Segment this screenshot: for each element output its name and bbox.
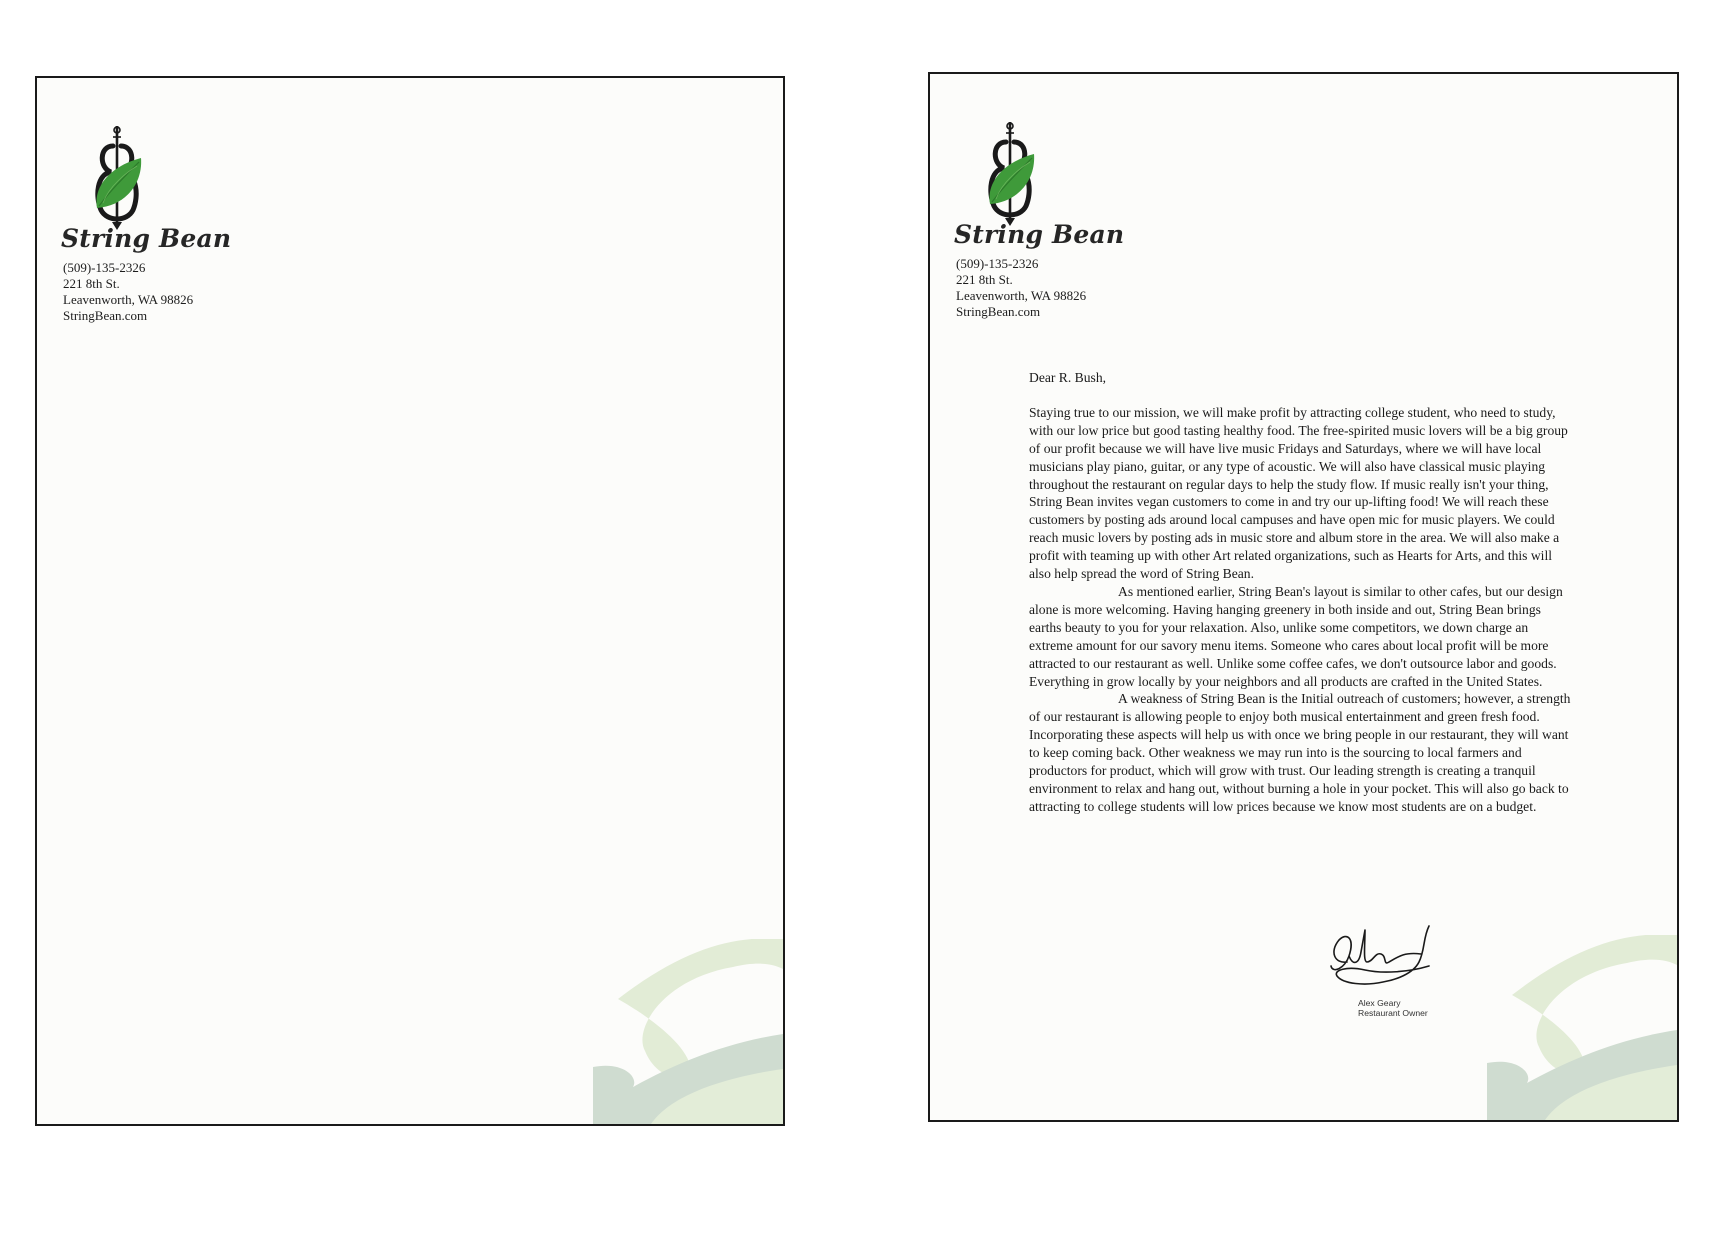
letter-body: [1029, 369, 1575, 816]
cello-leaf-logo-icon: [982, 122, 1038, 226]
cello-leaf-logo-icon: [89, 126, 145, 230]
signer-name: Alex Geary: [1358, 998, 1401, 1008]
letter-paragraph: A weakness of String Bean is the Initial outreach of customers; however, a strength of our restaurant is allowing people to enjoy both musical entertainment and green fresh food. Incorporating these aspects will help us with once we bring people in our restaurant, they will want to keep coming back. Other weakness we may run into is the sourcing to local farmers and productors for product, which will grow with trust. Our leading strength is creating a tranquil environment to relax and hang out, without burning a hole in your pocket. This will also go back to attracting to college students will low prices because we know most students are on a budget.: [1029, 691, 1571, 814]
phone-text: (509)-135-2326: [956, 256, 1039, 271]
brand-wordmark: String Bean: [954, 220, 1125, 249]
leaf-decoration-icon: [1487, 935, 1677, 1120]
signer-block: [1358, 998, 1428, 1018]
leaf-decoration-icon: [593, 939, 783, 1124]
street-text: 221 8th St.: [63, 276, 120, 291]
street-text: 221 8th St.: [956, 272, 1013, 287]
phone-text: (509)-135-2326: [63, 260, 146, 275]
brand-wordmark: String Bean: [61, 224, 232, 253]
letterhead-page-letter: [928, 72, 1679, 1122]
signature-icon: [1325, 922, 1445, 992]
contact-block: [63, 260, 193, 324]
letterhead-page-blank: [35, 76, 785, 1126]
letter-paragraph: Staying true to our mission, we will make profit by attracting college student, who need to study, with our low price but good tasting healthy food. The free-spirited music lovers will be a big group of our profit because we will have live music Fridays and Saturdays, where we will have local musicians play piano, guitar, or any type of acoustic. We will also have classical music playing throughout the restaurant on regular days to help the study flow. If music really isn't your thing, String Bean invites vegan customers to come in and try our up-lifting food! We will reach these customers by posting ads around local campuses and have open mic for music players. We could reach music lovers by posting ads in music store and album store in the area. We will also make a profit with teaming up with other Art related organizations, such as Hearts for Arts, and this will also help spread the word of String Bean.: [1029, 404, 1568, 582]
contact-block: [956, 256, 1086, 320]
letter-paragraph: As mentioned earlier, String Bean's layout is similar to other cafes, but our design alone is more welcoming. Having hanging greenery in both inside and out, String Bean brings earths beauty to you for your relaxation. Also, unlike some competitors, we down charge an extreme amount for our savory menu items. Someone who cares about local profit will be more attracted to our restaurant as well. Unlike some coffee cafes, we don't outsource labor and goods. Everything in grow locally by your neighbors and all products are crafted in the United States.: [1029, 583, 1563, 689]
website-text: StringBean.com: [63, 308, 148, 323]
website-text: StringBean.com: [956, 304, 1041, 319]
city-text: Leavenworth, WA 98826: [63, 292, 194, 307]
city-text: Leavenworth, WA 98826: [956, 288, 1087, 303]
salutation: Dear R. Bush,: [1029, 370, 1107, 385]
signer-title: Restaurant Owner: [1358, 1008, 1428, 1018]
